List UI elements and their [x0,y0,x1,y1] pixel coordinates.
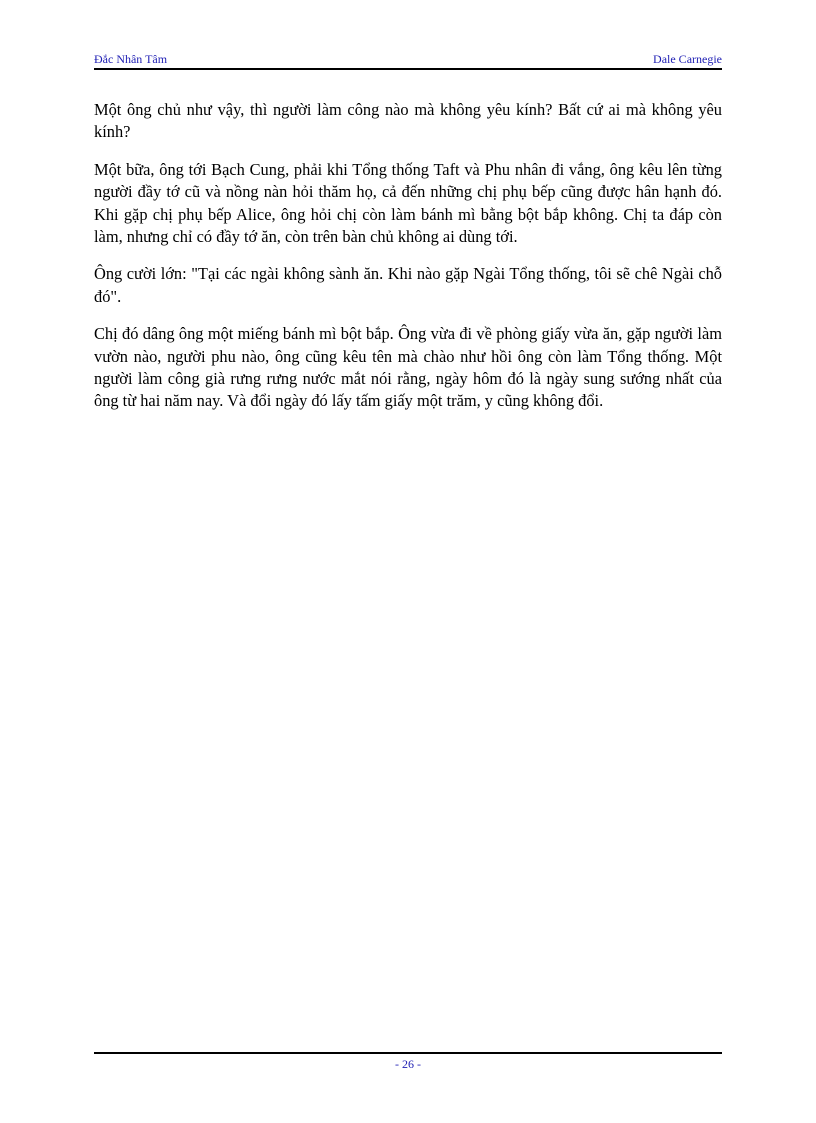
author-name: Dale Carnegie [653,52,722,66]
paragraph: Chị đó dâng ông một miếng bánh mì bột bắp. Ông vừa đi về phòng giấy vừa ăn, gặp người làm vườn nào, người phu nào, ông cũng kêu tên mà chào như hồi ông còn làm Tổng thống. Một người làm công già rưng rưng nước mắt nói rằng, ngày hôm đó là ngày sung sướng nhất của ông từ hai năm nay. Và đổi ngày đó lấy tấm giấy một trăm, y cũng không đổi. [94,324,722,411]
page-footer [94,1052,722,1072]
page-number: - 26 - [395,1057,421,1071]
paragraph: Một ông chủ như vậy, thì người làm công nào mà không yêu kính? Bất cứ ai mà không yêu kính? [94,100,722,142]
paragraph: Ông cười lớn: "Tại các ngài không sành ăn. Khi nào gặp Ngài Tổng thống, tôi sẽ chê Ngài chỗ đó". [94,264,722,306]
book-title: Đắc Nhân Tâm [94,52,168,66]
page-header [94,50,722,70]
paragraph: Một bữa, ông tới Bạch Cung, phải khi Tổng thống Taft và Phu nhân đi vắng, ông kêu lên từng người đầy tớ cũ và nồng nàn hỏi thăm họ, cả đến những chị phụ bếp cũng được hân hạnh đó. Khi gặp chị phụ bếp Alice, ông hỏi chị còn làm bánh mì bằng bột bắp không. Chị ta đáp còn làm, nhưng chỉ có đầy tớ ăn, còn trên bàn chủ không ai dùng tới. [94,159,722,247]
page-body [94,99,722,428]
